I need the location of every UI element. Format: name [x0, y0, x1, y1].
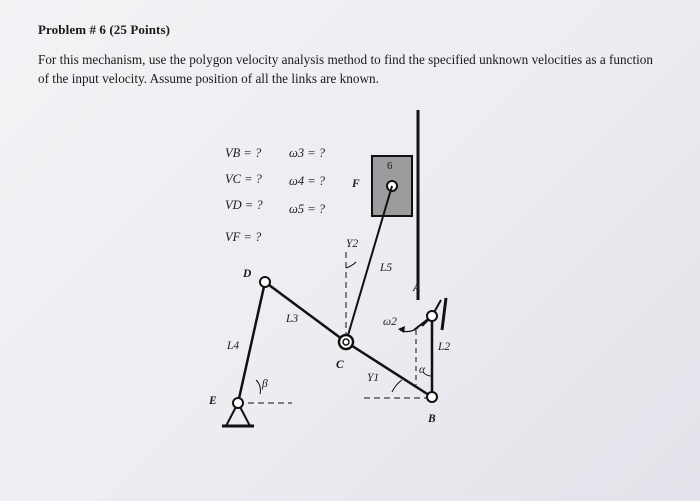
- joint-e: [233, 398, 243, 408]
- joint-a: [427, 311, 437, 321]
- joint-d: [260, 277, 270, 287]
- unknown-w5: ω5 = ?: [289, 202, 326, 216]
- label-alpha: α: [419, 364, 426, 376]
- label-d: D: [243, 268, 252, 280]
- label-b: B: [428, 413, 436, 425]
- label-e: E: [209, 395, 217, 407]
- label-link6: 6: [387, 160, 393, 172]
- gamma1-arc: [392, 380, 402, 392]
- label-l5: L5: [380, 262, 393, 274]
- unknown-vf: VF = ?: [225, 230, 262, 244]
- label-a: A: [413, 282, 421, 294]
- beta-arc: [256, 380, 261, 394]
- link-l3: [265, 282, 346, 342]
- label-l3: L3: [286, 313, 299, 325]
- label-l4: L4: [227, 340, 240, 352]
- problem-statement: For this mechanism, use the polygon velocity analysis method to find the specified unknown velocities as a function of the input velocity. Assume position of all the links are known.: [38, 52, 653, 86]
- label-c: C: [336, 359, 344, 371]
- label-omega2: ω2: [383, 316, 397, 328]
- joint-b: [427, 392, 437, 402]
- unknown-w3: ω3 = ?: [289, 146, 326, 160]
- unknown-w4: ω4 = ?: [289, 174, 326, 188]
- link-l4: [238, 282, 265, 403]
- label-l2: L2: [438, 341, 451, 353]
- joint-c-inner: [343, 339, 349, 345]
- label-f: F: [352, 178, 360, 190]
- label-beta: β: [262, 378, 268, 390]
- label-gamma1: Υ1: [367, 372, 380, 384]
- omega2-arrowhead: [398, 326, 405, 333]
- problem-title: Problem # 6 (25 Points): [38, 22, 171, 37]
- gamma2-arc: [346, 262, 356, 268]
- unknown-vc: VC = ?: [225, 172, 262, 186]
- unknown-vb: VB = ?: [225, 146, 262, 160]
- ground-a: [442, 298, 446, 330]
- label-gamma2: Υ2: [346, 238, 359, 250]
- unknown-vd: VD = ?: [225, 198, 263, 212]
